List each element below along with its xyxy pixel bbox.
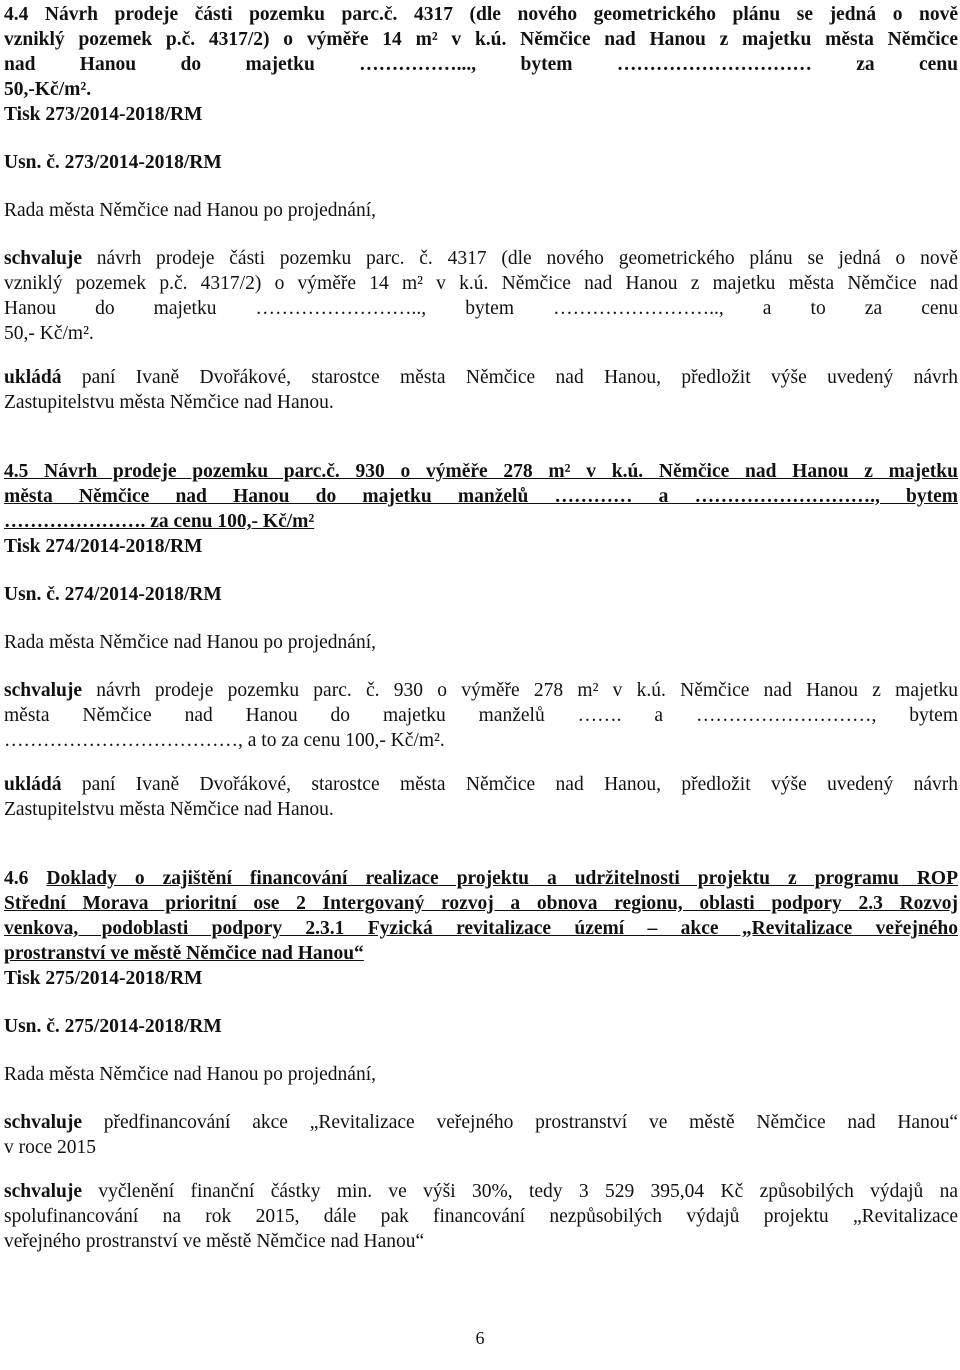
paragraph-line: vzniklý pozemek p.č. 4317/2) o výměře 14 m² v k.ú. Němčice nad Hanou z majetku města Němčice nad [4, 273, 958, 294]
page-number: 6 [475, 1328, 485, 1348]
heading-line: vzniklý pozemek p.č. 4317/2) o výměře 14 m² v k.ú. Němčice nad Hanou z majetku města Němčice [4, 29, 958, 50]
heading-line: 4.4 Návrh prodeje části pozemku parc.č. 4317 (dle nového geometrického plánu se jedná o nově [4, 4, 958, 25]
paragraph-line: návrh prodeje části pozemku parc. č. 4317 (dle nového geometrického plánu se jedná o nově [96, 248, 958, 269]
decision-paragraph [4, 365, 958, 415]
paragraph-line: předfinancování akce „Revitalizace veřejného prostranství ve městě Němčice nad Hanou“ [103, 1112, 958, 1133]
item-heading [4, 2, 958, 127]
paragraph-line: 50,- Kč/m². [4, 323, 94, 344]
paragraph-line: Zastupitelstvu města Němčice nad Hanou. [4, 799, 334, 820]
council-intro: Rada města Němčice nad Hanou po projednání, [4, 632, 376, 653]
item-heading [4, 459, 958, 559]
decision-keyword: schvaluje [4, 248, 82, 269]
resolution-number: Usn. č. 273/2014-2018/RM [4, 152, 222, 173]
paragraph-line: paní Ivaně Dvořákové, starostce města Němčice nad Hanou, předložit výše uvedený návrh [81, 774, 958, 795]
heading-line: 50,-Kč/m². [4, 79, 92, 100]
paragraph-line: ………………………………, a to za cenu 100,- Kč/m². [4, 730, 445, 751]
decision-keyword: schvaluje [4, 1181, 82, 1202]
paragraph-line: paní Ivaně Dvořákové, starostce města Němčice nad Hanou, předložit výše uvedený návrh [81, 367, 958, 388]
decision-paragraph [4, 772, 958, 822]
print-number: Tisk 275/2014-2018/RM [4, 968, 203, 989]
council-intro: Rada města Němčice nad Hanou po projednání, [4, 200, 376, 221]
heading-line: venkova, podoblasti podpory 2.3.1 Fyzická revitalizace území – akce „Revitalizace veřejného [4, 918, 958, 939]
decision-keyword: schvaluje [4, 1112, 82, 1133]
agenda-item-4-4 [4, 2, 958, 415]
heading-line: …………………. za cenu 100,- Kč/m² [4, 511, 315, 532]
agenda-item-4-6 [4, 866, 958, 1254]
print-number: Tisk 273/2014-2018/RM [4, 104, 203, 125]
paragraph-line: veřejného prostranství ve městě Němčice nad Hanou“ [4, 1231, 425, 1252]
paragraph-line: Hanou do majetku …………………….., bytem …………………….., a to za cenu [4, 298, 958, 319]
decision-paragraph [4, 1179, 958, 1254]
decision-paragraph [4, 1110, 958, 1160]
agenda-item-4-5 [4, 459, 958, 822]
print-number: Tisk 274/2014-2018/RM [4, 536, 203, 557]
heading-line: města Němčice nad Hanou do majetku manželů ………… a ………………………., bytem [4, 486, 958, 507]
decision-keyword: schvaluje [4, 680, 82, 701]
heading-line: nad Hanou do majetku ……………..., bytem ………………………… za cenu [4, 54, 958, 75]
decision-paragraph [4, 246, 958, 346]
heading-line: Střední Morava prioritní ose 2 Intergovaný rozvoj a obnova regionu, oblasti podpory 2.3 Rozvoj [4, 893, 958, 914]
paragraph-line: Zastupitelstvu města Němčice nad Hanou. [4, 392, 334, 413]
paragraph-line: města Němčice nad Hanou do majetku manželů ……. a ………………………, bytem [4, 705, 958, 726]
heading-line: 4.5 Návrh prodeje pozemku parc.č. 930 o výměře 278 m² v k.ú. Němčice nad Hanou z majetku [4, 461, 958, 482]
document-page [4, 2, 958, 1254]
heading-number: 4.6 [4, 868, 47, 889]
heading-line: prostranství ve městě Němčice nad Hanou“ [4, 943, 364, 964]
paragraph-line: v roce 2015 [4, 1137, 97, 1158]
resolution-number: Usn. č. 274/2014-2018/RM [4, 584, 222, 605]
decision-keyword: ukládá [4, 367, 62, 388]
council-intro: Rada města Němčice nad Hanou po projednání, [4, 1064, 376, 1085]
heading-line: Doklady o zajištění financování realizace projektu a udržitelnosti projektu z programu ROP [46, 868, 959, 889]
paragraph-line: spolufinancování na rok 2015, dále pak financování nezpůsobilých výdajů projektu „Revitalizace [4, 1206, 958, 1227]
paragraph-line: návrh prodeje pozemku parc. č. 930 o výměře 278 m² v k.ú. Němčice nad Hanou z majetku [96, 680, 958, 701]
paragraph-line: vyčlenění finanční částky min. ve výši 30%, tedy 3 529 395,04 Kč způsobilých výdajů na [98, 1181, 958, 1202]
decision-paragraph [4, 678, 958, 753]
item-heading [4, 866, 958, 991]
resolution-number: Usn. č. 275/2014-2018/RM [4, 1016, 222, 1037]
decision-keyword: ukládá [4, 774, 62, 795]
